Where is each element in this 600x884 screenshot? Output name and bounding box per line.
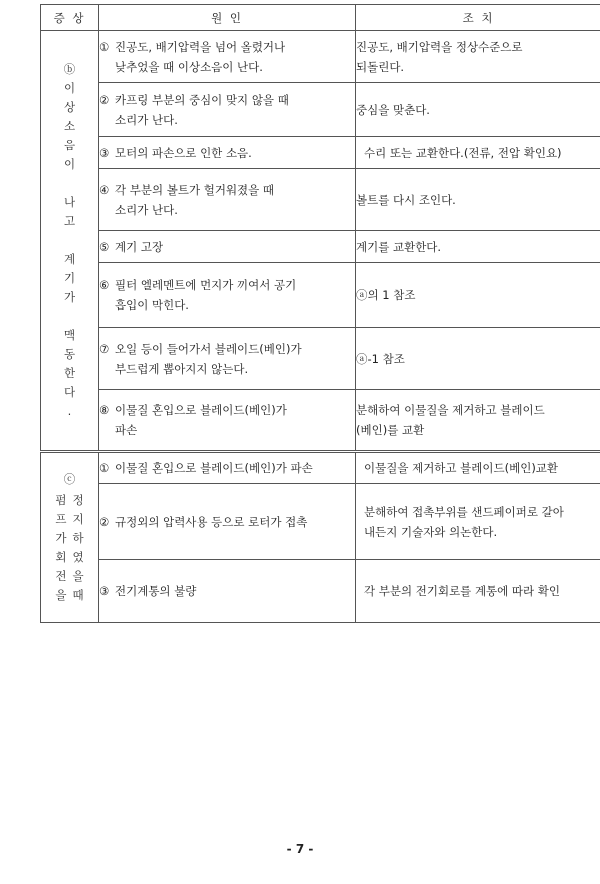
symptom-column-left — [55, 491, 66, 605]
symptom-char: 기 — [63, 271, 76, 285]
cause-cell — [99, 137, 356, 169]
table-row — [41, 31, 600, 83]
cause-number: ⑧ — [99, 403, 110, 417]
symptom-char: 을 — [55, 588, 67, 602]
action-line: (베인)를 교환 — [356, 423, 425, 437]
symptom-char: 펌 — [55, 493, 67, 507]
cause-line: 진공도, 배기압력을 넘어 올렸거나 — [115, 39, 286, 54]
cause-line: 계기 고장 — [115, 239, 164, 254]
table-row — [41, 263, 600, 328]
cause-number: ⑥ — [99, 278, 110, 292]
cause-cell — [99, 31, 356, 83]
cause-line: 파손 — [115, 423, 138, 437]
cause-number: ⑦ — [99, 341, 110, 356]
symptom-char: 맥 — [63, 328, 76, 342]
action-line: ⓐ-1 참조 — [356, 351, 405, 366]
cause-line: 부드럽게 뽑아지지 않는다. — [115, 361, 249, 376]
cause-number: ② — [99, 92, 110, 107]
action-line: 분해하여 접촉부위를 샌드페이퍼로 갈아 — [364, 504, 564, 519]
symptom-char: 이 — [63, 81, 76, 95]
symptom-char: ⓒ — [63, 472, 76, 486]
cause-line: 전기계통의 불량 — [115, 584, 197, 598]
symptom-char: 이 — [63, 157, 76, 171]
header-action: 조 치 — [356, 5, 600, 31]
symptom-char: 상 — [63, 100, 76, 114]
symptom-char: 지 — [72, 512, 84, 526]
action-cell — [356, 31, 600, 83]
header-row — [41, 5, 600, 31]
table-row — [41, 484, 600, 560]
cause-number: ③ — [99, 145, 110, 160]
action-cell — [356, 137, 600, 169]
table-row — [41, 390, 600, 452]
symptom-char: 음 — [63, 138, 76, 152]
symptom-char: 소 — [63, 119, 76, 133]
table-row — [41, 231, 600, 263]
header-cause: 원 인 — [99, 5, 356, 31]
action-cell — [356, 83, 600, 137]
symptom-char: 때 — [72, 588, 84, 602]
symptom-char: . — [67, 404, 72, 418]
action-line: 진공도, 배기압력을 정상수준으로 — [356, 39, 523, 54]
action-cell — [356, 328, 600, 390]
cause-number: ① — [99, 39, 110, 54]
symptom-char: 계 — [63, 252, 76, 266]
action-cell — [356, 560, 600, 623]
symptom-char: 나 — [63, 195, 76, 209]
cause-number: ⑤ — [99, 239, 110, 254]
action-line: 내든지 기술자와 의논한다. — [364, 524, 498, 539]
cause-line: 규정외의 압력사용 등으로 로터가 접촉 — [115, 514, 308, 529]
troubleshooting-table — [40, 4, 600, 623]
cause-cell — [99, 328, 356, 390]
symptom-char: ⓑ — [63, 62, 76, 76]
table-row — [41, 452, 600, 484]
action-cell — [356, 231, 600, 263]
cause-line: 각 부분의 볼트가 헐거워졌을 때 — [115, 182, 275, 197]
action-cell — [356, 169, 600, 231]
symptom-column-right — [73, 491, 84, 605]
action-cell — [356, 484, 600, 560]
symptom-char: 한 — [63, 366, 76, 380]
action-line: 되돌린다. — [356, 59, 405, 74]
cause-cell — [99, 484, 356, 560]
action-cell — [356, 390, 600, 452]
table-row — [41, 169, 600, 231]
symptom-char: 을 — [72, 569, 84, 583]
cause-cell — [99, 560, 356, 623]
cause-number: ② — [99, 514, 110, 529]
cause-cell — [99, 263, 356, 328]
cause-line: 이물질 혼입으로 블레이드(베인)가 파손 — [115, 461, 313, 475]
cause-line: 오일 등이 들어가서 블레이드(베인)가 — [115, 341, 302, 356]
table-row — [41, 137, 600, 169]
table-row — [41, 328, 600, 390]
action-line: 각 부분의 전기회로를 계통에 따라 확인 — [364, 584, 561, 598]
page-number: - 7 - — [286, 842, 314, 856]
symptom-char: 하 — [72, 531, 84, 545]
cause-cell — [99, 83, 356, 137]
cause-number: ① — [99, 461, 110, 475]
header-symptom: 증 상 — [41, 5, 99, 31]
action-line: 수리 또는 교환한다.(전류, 전압 확인요) — [364, 145, 562, 160]
symptom-char: 전 — [55, 569, 67, 583]
cause-line: 카프링 부분의 중심이 맞지 않을 때 — [115, 92, 289, 107]
cause-line: 소리가 난다. — [115, 202, 178, 217]
symptom-char: 고 — [63, 214, 76, 228]
table-row — [41, 560, 600, 623]
cause-cell — [99, 169, 356, 231]
symptom-char: 정 — [72, 493, 84, 507]
action-line: 계기를 교환한다. — [356, 239, 442, 254]
symptom-char: 프 — [55, 512, 67, 526]
symptom-char: 가 — [63, 290, 76, 304]
symptom-char: 동 — [63, 347, 76, 361]
action-line: 중심을 맞춘다. — [356, 102, 430, 117]
cause-line: 이물질 혼입으로 블레이드(베인)가 — [115, 403, 287, 417]
cause-cell — [99, 452, 356, 484]
action-line: ⓐ의 1 참조 — [356, 288, 416, 302]
cause-cell — [99, 231, 356, 263]
action-cell — [356, 452, 600, 484]
symptom-cell-b — [41, 31, 99, 452]
cause-number: ④ — [99, 182, 110, 197]
cause-cell — [99, 390, 356, 452]
symptom-char: 였 — [72, 550, 84, 564]
symptom-char: 회 — [55, 550, 67, 564]
table-row — [41, 83, 600, 137]
cause-line: 모터의 파손으로 인한 소음. — [115, 145, 252, 160]
cause-line: 소리가 난다. — [115, 112, 178, 127]
action-line: 분해하여 이물질을 제거하고 블레이드 — [356, 403, 545, 417]
cause-line: 필터 엘레멘트에 먼지가 끼여서 공기 — [115, 278, 297, 292]
symptom-char: 다 — [63, 385, 76, 399]
cause-line: 흡입이 막힌다. — [115, 298, 189, 312]
action-cell — [356, 263, 600, 328]
cause-number: ③ — [99, 584, 110, 598]
action-line: 이물질을 제거하고 블레이드(베인)교환 — [364, 461, 559, 475]
symptom-char: 가 — [55, 531, 67, 545]
symptom-cell-c — [41, 452, 99, 623]
cause-line: 낮추었을 때 이상소음이 난다. — [115, 59, 263, 74]
action-line: 볼트를 다시 조인다. — [356, 192, 456, 207]
